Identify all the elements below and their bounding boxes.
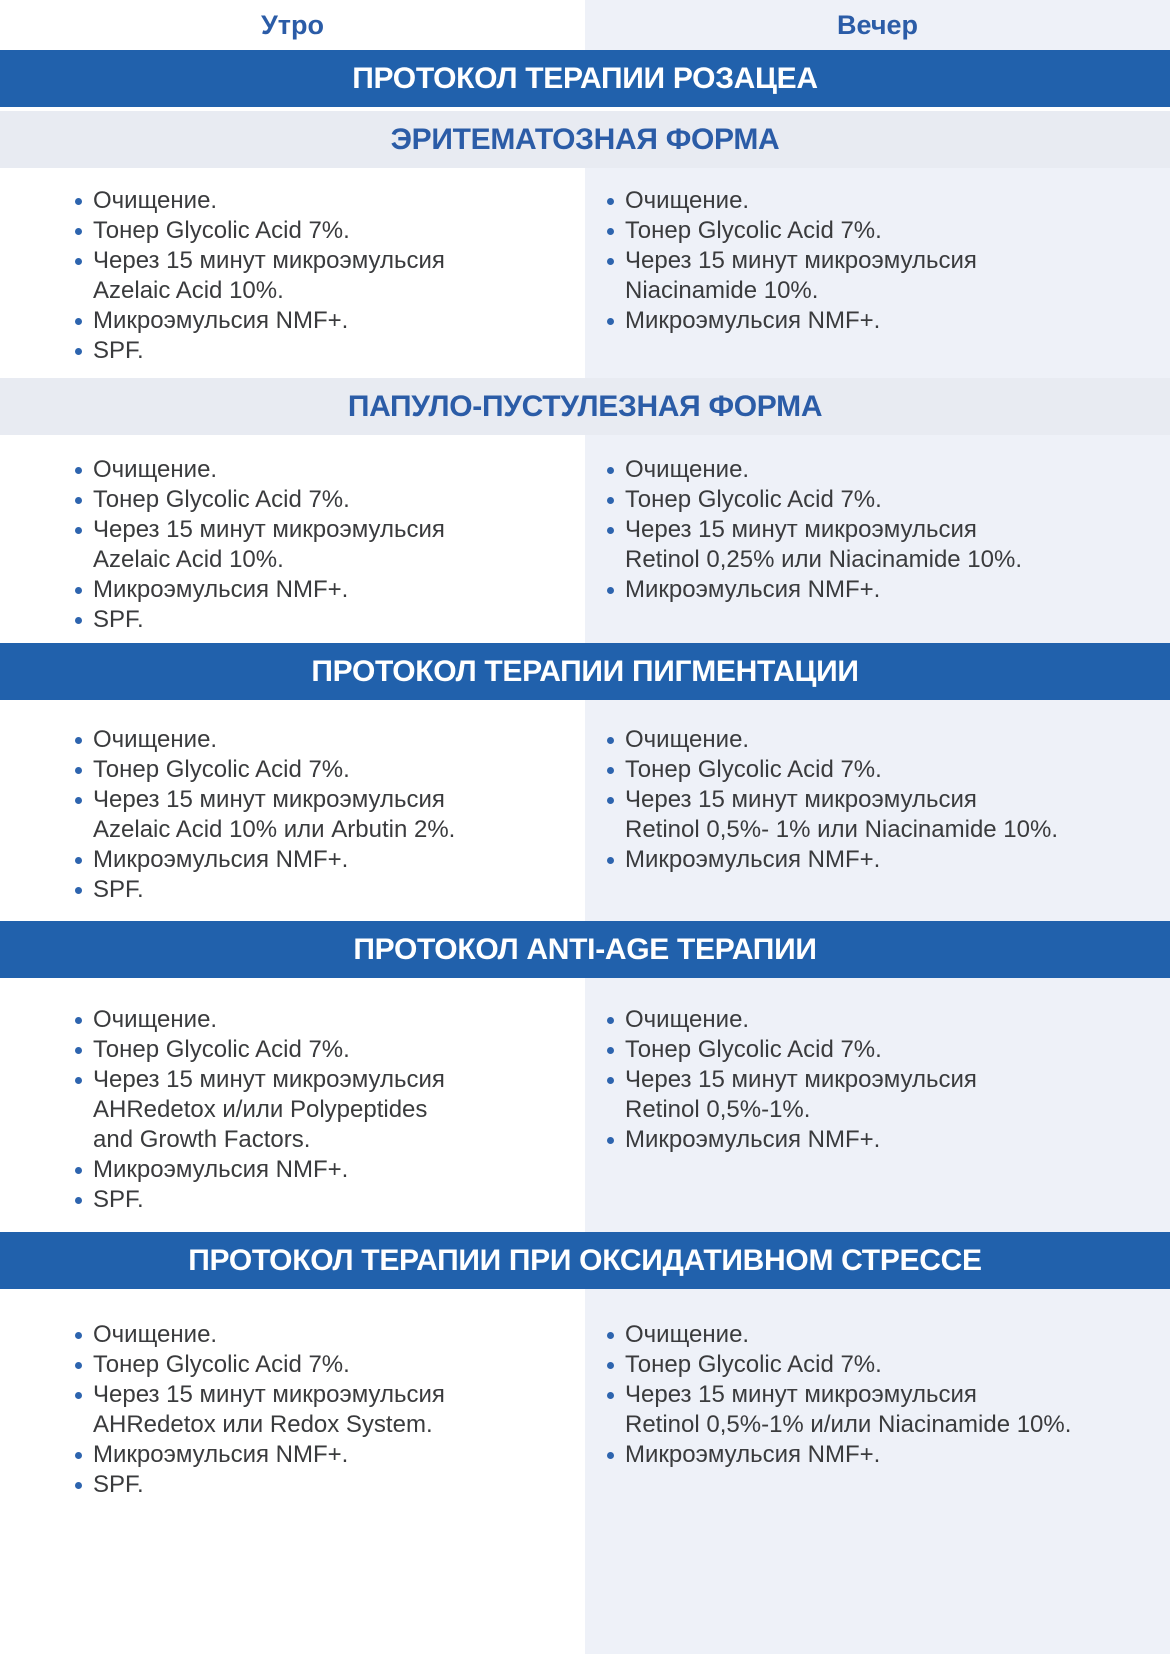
item-text (625, 1065, 977, 1125)
evening-cell (585, 435, 1170, 643)
routine-list (585, 700, 1170, 875)
list-item (607, 755, 1155, 785)
item-line: Очищение. (93, 1321, 218, 1348)
morning-cell (0, 168, 585, 378)
bullet-icon (607, 318, 614, 325)
routine-list (0, 1289, 585, 1500)
evening-cell (585, 1289, 1170, 1654)
list-item (607, 1035, 1155, 1065)
bullet-icon (607, 1047, 614, 1054)
item-line: SPF. (93, 337, 144, 364)
list-item (607, 1005, 1155, 1035)
item-text (93, 785, 455, 845)
evening-cell (585, 168, 1170, 378)
bullet-icon (75, 587, 82, 594)
bullet-icon (75, 1332, 82, 1339)
list-item (75, 1380, 570, 1440)
routine-list (0, 700, 585, 905)
item-line: Тонер Glycolic Acid 7%. (93, 1036, 350, 1063)
evening-cell (585, 978, 1170, 1232)
item-line: Тонер Glycolic Acid 7%. (625, 756, 882, 783)
item-line: Тонер Glycolic Acid 7%. (93, 217, 350, 244)
item-text (93, 306, 348, 336)
list-item (607, 1350, 1155, 1380)
item-text (93, 1005, 217, 1035)
list-item (75, 246, 570, 306)
item-text (93, 1380, 445, 1440)
bullet-icon (607, 228, 614, 235)
protocol-banner-title: ПРОТОКОЛ ТЕРАПИИ ПРИ ОКСИДАТИВНОМ СТРЕССЕ (188, 1243, 982, 1277)
list-item (607, 1440, 1155, 1470)
morning-cell (0, 700, 585, 921)
bullet-icon (607, 527, 614, 534)
item-line: Retinol 0,5%-1%. (625, 1096, 811, 1123)
item-text (93, 216, 350, 246)
item-line: Azelaic Acid 10% или Arbutin 2%. (93, 816, 456, 843)
item-line: Микроэмульсия NMF+. (93, 1441, 349, 1468)
item-text (93, 575, 348, 605)
list-item (75, 845, 570, 875)
item-text (625, 1440, 880, 1470)
list-item (607, 1125, 1155, 1155)
item-text (625, 1350, 882, 1380)
bullet-icon (75, 1392, 82, 1399)
bullet-icon (607, 857, 614, 864)
list-item (607, 785, 1155, 845)
bullet-icon (75, 887, 82, 894)
bullet-icon (607, 797, 614, 804)
item-text (93, 336, 144, 366)
list-item (75, 755, 570, 785)
item-text (93, 515, 445, 575)
protocol-row (0, 700, 1170, 921)
protocol-row (0, 1289, 1170, 1654)
list-item (75, 1065, 570, 1155)
bullet-icon (75, 228, 82, 235)
item-line: Микроэмульсия NMF+. (625, 1126, 881, 1153)
protocol-banner (0, 50, 1170, 107)
bullet-icon (75, 737, 82, 744)
item-line: Очищение. (625, 187, 750, 214)
item-line: Микроэмульсия NMF+. (625, 846, 881, 873)
item-text (625, 755, 882, 785)
item-text (93, 875, 144, 905)
column-header-evening: Вечер (585, 0, 1170, 50)
bullet-icon (607, 497, 614, 504)
item-text (93, 1320, 217, 1350)
item-text (93, 755, 350, 785)
item-line: Очищение. (625, 726, 750, 753)
form-subheader-title: ЭРИТЕМАТОЗНАЯ ФОРМА (390, 122, 780, 156)
protocol-row (0, 168, 1170, 378)
item-line: Через 15 минут микроэмульсия (93, 247, 445, 274)
list-item (75, 1320, 570, 1350)
item-text (93, 605, 144, 635)
list-item (607, 1320, 1155, 1350)
bullet-icon (75, 497, 82, 504)
bullet-icon (75, 797, 82, 804)
list-item (607, 455, 1155, 485)
item-text (93, 455, 217, 485)
routine-list (0, 168, 585, 366)
item-text (93, 246, 445, 306)
item-text (93, 1155, 348, 1185)
list-item (75, 1185, 570, 1215)
evening-cell (585, 700, 1170, 921)
list-item (75, 455, 570, 485)
routine-list (585, 1289, 1170, 1470)
item-line: SPF. (93, 1186, 144, 1213)
bullet-icon (607, 1332, 614, 1339)
item-line: Очищение. (625, 1006, 750, 1033)
bullet-icon (75, 617, 82, 624)
item-line: Тонер Glycolic Acid 7%. (93, 1351, 350, 1378)
column-header-morning: Утро (260, 9, 324, 40)
item-line: Azelaic Acid 10%. (93, 277, 284, 304)
item-text (625, 306, 880, 336)
routine-list (585, 435, 1170, 605)
list-item (607, 1380, 1155, 1440)
bullet-icon (75, 258, 82, 265)
item-line: Через 15 минут микроэмульсия (93, 1066, 445, 1093)
item-line: Retinol 0,5%-1% и/или Niacinamide 10%. (625, 1411, 1072, 1438)
item-line: Микроэмульсия NMF+. (93, 576, 349, 603)
list-item (75, 1470, 570, 1500)
item-line: Niacinamide 10%. (625, 277, 819, 304)
protocol-banner-title: ПРОТОКОЛ ANTI-AGE ТЕРАПИИ (353, 932, 817, 966)
item-line: Микроэмульсия NMF+. (93, 1156, 349, 1183)
item-text (93, 485, 350, 515)
bullet-icon (607, 467, 614, 474)
routine-list (585, 978, 1170, 1155)
protocol-banner-title: ПРОТОКОЛ ТЕРАПИИ ПИГМЕНТАЦИИ (311, 654, 859, 688)
list-item (75, 785, 570, 845)
item-line: Через 15 минут микроэмульсия (625, 247, 977, 274)
item-text (93, 1470, 144, 1500)
item-line: Микроэмульсия NMF+. (625, 307, 881, 334)
bullet-icon (607, 1452, 614, 1459)
item-text (625, 575, 880, 605)
item-text (625, 845, 880, 875)
item-line: Retinol 0,5%- 1% или Niacinamide 10%. (625, 816, 1059, 843)
item-text (93, 1035, 350, 1065)
item-text (625, 1380, 1071, 1440)
item-line: Тонер Glycolic Acid 7%. (93, 486, 350, 513)
item-line: Микроэмульсия NMF+. (625, 576, 881, 603)
list-item (75, 1155, 570, 1185)
item-text (93, 1350, 350, 1380)
sections-container (0, 50, 1170, 1654)
item-line: Очищение. (93, 187, 218, 214)
list-item (607, 515, 1155, 575)
list-item (607, 306, 1155, 336)
bullet-icon (75, 767, 82, 774)
item-line: Очищение. (93, 726, 218, 753)
item-text (93, 186, 217, 216)
bullet-icon (607, 587, 614, 594)
item-line: Через 15 минут микроэмульсия (625, 1381, 977, 1408)
item-line: Очищение. (93, 1006, 218, 1033)
column-headers (0, 0, 1170, 50)
bullet-icon (75, 857, 82, 864)
form-subheader (0, 378, 1170, 435)
bullet-icon (75, 1452, 82, 1459)
list-item (607, 1065, 1155, 1125)
item-line: Тонер Glycolic Acid 7%. (93, 756, 350, 783)
list-item (607, 216, 1155, 246)
list-item (75, 575, 570, 605)
item-text (93, 725, 217, 755)
bullet-icon (75, 1197, 82, 1204)
item-text (625, 785, 1058, 845)
item-line: Через 15 минут микроэмульсия (625, 786, 977, 813)
bullet-icon (607, 767, 614, 774)
list-item (75, 1440, 570, 1470)
item-line: Тонер Glycolic Acid 7%. (625, 1351, 882, 1378)
morning-cell (0, 978, 585, 1232)
item-text (625, 515, 1022, 575)
routine-list (0, 435, 585, 635)
list-item (75, 1005, 570, 1035)
bullet-icon (75, 1047, 82, 1054)
protocol-row (0, 978, 1170, 1232)
item-line: SPF. (93, 876, 144, 903)
item-line: Микроэмульсия NMF+. (625, 1441, 881, 1468)
item-line: SPF. (93, 606, 144, 633)
list-item (75, 515, 570, 575)
bullet-icon (75, 318, 82, 325)
item-line: Очищение. (625, 1321, 750, 1348)
list-item (75, 485, 570, 515)
morning-cell (0, 1289, 585, 1654)
routine-list (0, 978, 585, 1215)
list-item (607, 575, 1155, 605)
item-line: Тонер Glycolic Acid 7%. (625, 1036, 882, 1063)
bullet-icon (607, 737, 614, 744)
item-text (625, 1320, 749, 1350)
item-line: Очищение. (93, 456, 218, 483)
bullet-icon (75, 527, 82, 534)
item-text (625, 1035, 882, 1065)
item-line: Через 15 минут микроэмульсия (93, 786, 445, 813)
protocol-banner (0, 643, 1170, 700)
item-text (93, 1065, 445, 1155)
bullet-icon (75, 348, 82, 355)
bullet-icon (75, 198, 82, 205)
item-line: Azelaic Acid 10%. (93, 546, 284, 573)
item-line: Тонер Glycolic Acid 7%. (625, 486, 882, 513)
bullet-icon (607, 258, 614, 265)
bullet-icon (75, 1362, 82, 1369)
item-text (625, 246, 977, 306)
item-line: Через 15 минут микроэмульсия (93, 1381, 445, 1408)
list-item (75, 875, 570, 905)
item-line: SPF. (93, 1471, 144, 1498)
item-text (625, 1125, 880, 1155)
list-item (75, 216, 570, 246)
item-text (625, 1005, 749, 1035)
bullet-icon (607, 1077, 614, 1084)
protocol-banner (0, 1232, 1170, 1289)
item-line: Очищение. (625, 456, 750, 483)
bullet-icon (75, 467, 82, 474)
item-text (625, 186, 749, 216)
morning-cell (0, 435, 585, 643)
item-line: Микроэмульсия NMF+. (93, 846, 349, 873)
item-line: and Growth Factors. (93, 1126, 311, 1153)
item-line: Retinol 0,25% или Niacinamide 10%. (625, 546, 1023, 573)
item-line: Тонер Glycolic Acid 7%. (625, 217, 882, 244)
list-item (75, 186, 570, 216)
protocol-banner-title: ПРОТОКОЛ ТЕРАПИИ РОЗАЦЕА (352, 61, 818, 95)
item-line: Микроэмульсия NMF+. (93, 307, 349, 334)
list-item (75, 1035, 570, 1065)
list-item (75, 336, 570, 366)
protocol-row (0, 435, 1170, 643)
bullet-icon (75, 1167, 82, 1174)
item-line: Через 15 минут микроэмульсия (93, 516, 445, 543)
bullet-icon (75, 1077, 82, 1084)
item-line: Через 15 минут микроэмульсия (625, 516, 977, 543)
item-line: Через 15 минут микроэмульсия (625, 1066, 977, 1093)
item-text (93, 845, 348, 875)
bullet-icon (607, 198, 614, 205)
routine-list (585, 168, 1170, 336)
form-subheader-title: ПАПУЛО-ПУСТУЛЕЗНАЯ ФОРМА (347, 389, 823, 423)
bullet-icon (607, 1137, 614, 1144)
list-item (607, 725, 1155, 755)
item-text (93, 1185, 144, 1215)
form-subheader (0, 111, 1170, 168)
item-text (93, 1440, 348, 1470)
bullet-icon (607, 1017, 614, 1024)
bullet-icon (607, 1392, 614, 1399)
bullet-icon (607, 1362, 614, 1369)
item-line: AHRedetox и/или Polypeptides (93, 1096, 428, 1123)
protocol-banner (0, 921, 1170, 978)
list-item (607, 186, 1155, 216)
list-item (75, 605, 570, 635)
item-text (625, 725, 749, 755)
bullet-icon (75, 1482, 82, 1489)
list-item (75, 725, 570, 755)
item-text (625, 455, 749, 485)
item-text (625, 485, 882, 515)
list-item (607, 485, 1155, 515)
item-text (625, 216, 882, 246)
list-item (75, 306, 570, 336)
bullet-icon (75, 1017, 82, 1024)
list-item (75, 1350, 570, 1380)
list-item (607, 246, 1155, 306)
list-item (607, 845, 1155, 875)
item-line: AHRedetox или Redox System. (93, 1411, 433, 1438)
